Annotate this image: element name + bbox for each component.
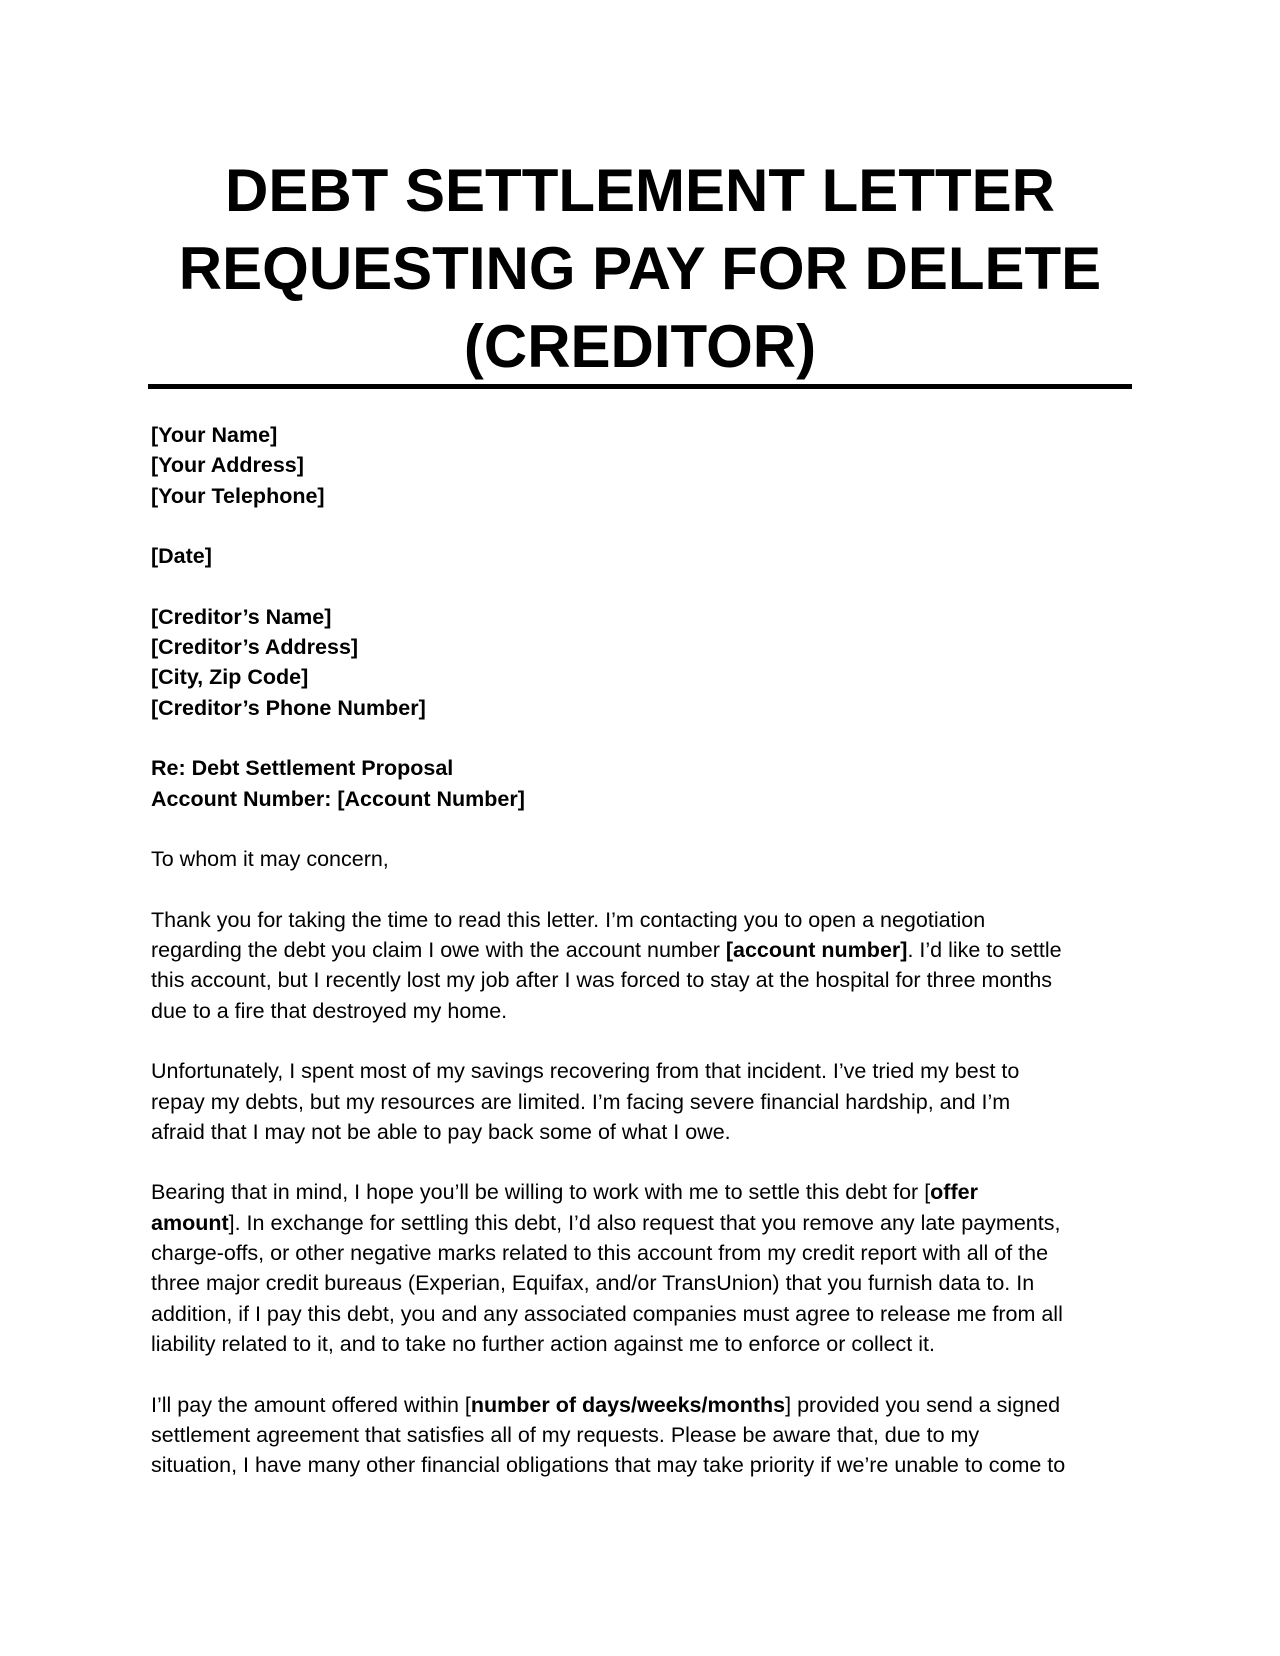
- p1-line-1: Thank you for taking the time to read this letter. I’m contacting you to open a negotiation: [151, 907, 986, 932]
- letter-date: [Date]: [151, 544, 212, 569]
- p4-line-1-text-a: I’ll pay the amount offered within [: [151, 1392, 471, 1417]
- p1-line-4: due to a fire that destroyed my home.: [151, 998, 508, 1023]
- p4-line-1-text-c: ] provided you send a signed: [785, 1392, 1061, 1417]
- letter-body: [151, 420, 1141, 1511]
- salutation: To whom it may concern,: [151, 847, 389, 872]
- paragraph-3: [151, 1177, 1141, 1359]
- title-line-1: DEBT SETTLEMENT LETTER: [225, 157, 1055, 224]
- subject-re: Re: Debt Settlement Proposal: [151, 756, 454, 781]
- p1-line-3: this account, but I recently lost my job after I was forced to stay at the hospital for three months: [151, 968, 1053, 993]
- subject-account: Account Number: [Account Number]: [151, 786, 525, 811]
- p3-line-1: [151, 1177, 1141, 1207]
- paragraph-2: [151, 1056, 1141, 1147]
- creditor-phone: [Creditor’s Phone Number]: [151, 695, 426, 720]
- recipient-block: [151, 602, 1141, 723]
- p1-line-2-text-c: . I’d like to settle: [907, 938, 1062, 963]
- creditor-address: [Creditor’s Address]: [151, 635, 359, 660]
- p3-offer-placeholder: offer: [930, 1180, 978, 1205]
- p2-line-3: afraid that I may not be able to pay back some of what I owe.: [151, 1119, 731, 1144]
- sender-block: [151, 420, 1141, 511]
- p2-line-2: repay my debts, but my resources are limited. I’m facing severe financial hardship, and I’m: [151, 1089, 1011, 1114]
- p4-timeframe-placeholder: number of days/weeks/months: [470, 1392, 786, 1417]
- p1-line-2: [151, 935, 1141, 965]
- document-title: [150, 152, 1130, 386]
- creditor-name: [Creditor’s Name]: [151, 604, 332, 629]
- p3-line-2-text: ]. In exchange for settling this debt, I’d also request that you remove any late payments,: [228, 1210, 1061, 1235]
- p3-line-5: addition, if I pay this debt, you and any associated companies must agree to release me from all: [151, 1301, 1063, 1326]
- p4-line-3: situation, I have many other financial obligations that may take priority if we’re unable to come to: [151, 1453, 1066, 1478]
- sender-telephone: [Your Telephone]: [151, 483, 325, 508]
- p3-amount-placeholder: amount: [151, 1210, 229, 1235]
- title-line-3: (CREDITOR): [463, 313, 817, 380]
- creditor-city-zip: [City, Zip Code]: [151, 665, 309, 690]
- date-block: [151, 541, 1141, 571]
- p1-line-2-text-a: regarding the debt you claim I owe with the account number: [151, 938, 726, 963]
- p2-line-1: Unfortunately, I spent most of my savings recovering from that incident. I’ve tried my best to: [151, 1059, 1020, 1084]
- p3-line-4: three major credit bureaus (Experian, Equifax, and/or TransUnion) that you furnish data to. In: [151, 1271, 1035, 1296]
- sender-address: [Your Address]: [151, 453, 304, 478]
- paragraph-4: [151, 1390, 1141, 1481]
- salutation-block: [151, 844, 1141, 874]
- p3-line-3: charge-offs, or other negative marks related to this account from my credit report with all of the: [151, 1241, 1049, 1266]
- p3-line-2: [151, 1208, 1141, 1238]
- subject-block: [151, 753, 1141, 814]
- p3-line-1-text: Bearing that in mind, I hope you’ll be willing to work with me to settle this debt for [: [151, 1180, 931, 1205]
- sender-name: [Your Name]: [151, 423, 278, 447]
- title-line-2: REQUESTING PAY FOR DELETE: [178, 235, 1102, 302]
- p4-line-2: settlement agreement that satisfies all of my requests. Please be aware that, due to my: [151, 1422, 980, 1447]
- p4-line-1: [151, 1390, 1141, 1420]
- p3-line-6: liability related to it, and to take no further action against me to enforce or collect it.: [151, 1331, 935, 1356]
- paragraph-1: [151, 905, 1141, 1026]
- p1-account-number-placeholder: [account number]: [725, 938, 908, 963]
- title-divider: [148, 384, 1132, 389]
